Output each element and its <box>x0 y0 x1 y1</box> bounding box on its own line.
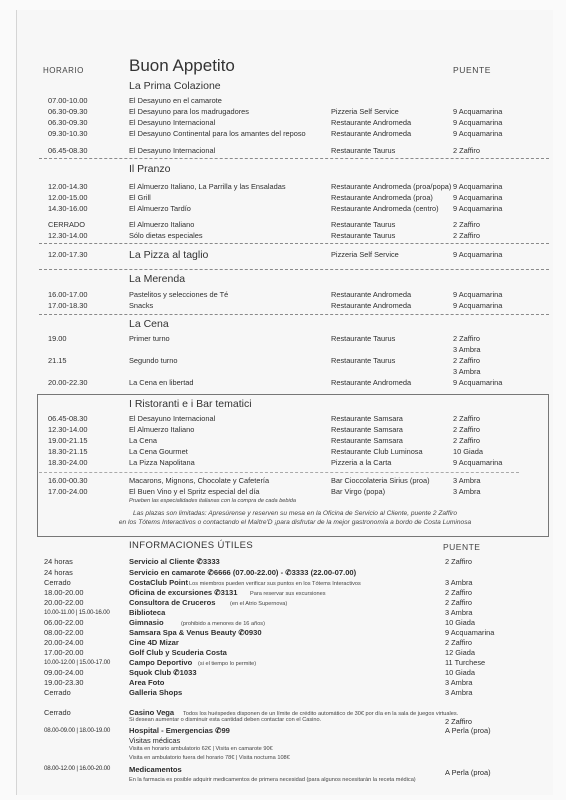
deck: A Perla (proa) <box>445 768 491 777</box>
deck: 3 Ambra <box>453 367 481 376</box>
table-row <box>17 366 553 377</box>
deck: 3 Ambra <box>453 487 481 496</box>
table-row <box>17 128 553 139</box>
item: El Desayuno en el camarote <box>129 96 222 105</box>
table-row <box>17 106 553 117</box>
item: El Almuerzo Italiano, La Parrilla y las Ensaladas <box>129 182 286 191</box>
item: El Desayuno Internacional <box>129 118 216 127</box>
item: El Almuerzo Italiano <box>129 220 195 229</box>
table-row <box>17 248 553 262</box>
time: 16.00-17.00 <box>48 290 88 299</box>
service-name: Gimnasio <box>129 618 164 627</box>
time: 06.30-09.30 <box>48 118 88 127</box>
time: 19.00-23.30 <box>44 678 84 687</box>
deck: 2 Zaffiro <box>453 356 480 365</box>
item: El Desayuno Continental para los amantes del reposo <box>129 129 306 138</box>
deck: 2 Zaffiro <box>453 436 480 445</box>
table-row <box>17 333 553 344</box>
deck: 2 Zaffiro <box>453 146 480 155</box>
place: Restaurante Samsara <box>331 414 403 423</box>
deck: 2 Zaffiro <box>445 638 472 647</box>
section-title: Il Pranzo <box>129 163 171 175</box>
section-title: La Pizza al taglio <box>129 249 209 261</box>
place: Restaurante Andromeda (proa) <box>331 193 433 202</box>
item: La Pizza Napolitana <box>129 458 195 467</box>
deck: 9 Acquamarina <box>453 107 503 116</box>
deck: 9 Acquamarina <box>453 378 503 387</box>
visitas-note-2: Visita en ambulatorio fuera del horario 78€ | Visita nocturna 108€ <box>129 755 290 761</box>
deck: 2 Zaffiro <box>445 588 472 597</box>
deck: 3 Ambra <box>445 688 473 697</box>
section-title: La Merenda <box>129 273 186 285</box>
table-row <box>17 424 553 435</box>
place: Restaurante Taurus <box>331 231 396 240</box>
table-row <box>17 344 553 355</box>
service-name: Oficina de excursiones ✆3131 <box>129 588 238 597</box>
table-row <box>17 300 553 311</box>
time: 17.00-18.30 <box>48 301 88 310</box>
service-note: Todos los huéspedes disponen de un límite de crédito automático de 30€ por día en la sala de juegos virtuales. <box>183 711 459 717</box>
table-row <box>17 117 553 128</box>
section-title: La Prima Colazione <box>129 80 221 92</box>
divider <box>39 243 549 244</box>
table-row <box>17 181 553 192</box>
place: Pizzeria Self Service <box>331 250 399 259</box>
time: 20.00-24.00 <box>44 638 84 647</box>
time: 08.00-09.00 | 18.00-19.00 <box>44 727 111 734</box>
item: La Cena en libertad <box>129 378 194 387</box>
time: 08.00-22.00 <box>44 628 84 637</box>
medicamentos-note: En la farmacia es posible adquirir medicamentos de primera necesidad (para algunos necesitarán la receta médica) <box>129 777 416 783</box>
header <box>17 54 553 78</box>
service-name: Samsara Spa & Venus Beauty ✆0930 <box>129 628 262 637</box>
place: Restaurante Andromeda <box>331 301 412 310</box>
table-row <box>17 475 553 486</box>
horario-label: HORARIO <box>43 66 84 75</box>
time: 12.00-14.30 <box>48 182 88 191</box>
item: El Desayuno Internacional <box>129 414 216 423</box>
time: 19.00-21.15 <box>48 436 88 445</box>
time: Cerrado <box>44 578 71 587</box>
deck: 3 Ambra <box>445 578 473 587</box>
deck: 9 Acquamarina <box>453 118 503 127</box>
time: CERRADO <box>48 220 85 229</box>
table-row <box>17 413 553 424</box>
deck: 3 Ambra <box>445 678 473 687</box>
time: 06.45-08.30 <box>48 414 88 423</box>
time: 12.00-17.30 <box>48 250 88 259</box>
service-name: CostaClub Point <box>129 578 189 587</box>
time: 19.00 <box>48 334 67 343</box>
divider <box>39 269 549 270</box>
service-name: Casino Vega <box>129 708 175 717</box>
deck: 11 Turchese <box>445 658 486 667</box>
time: 20.00-22.30 <box>48 378 88 387</box>
time: 24 horas <box>44 568 73 577</box>
casino-subnote: Si desean aumentar o disminuir esta cantidad deben contactar con el Casino. <box>129 717 322 723</box>
reservation-note-2: en los Tótems Interactivos o contactando el Maître'D ¡para disfrutar de la mejor gastronomía a bordo de Costa Luminosa <box>118 519 472 526</box>
table-row <box>17 192 553 203</box>
menu-page <box>16 10 553 795</box>
time: 06.00-22.00 <box>44 618 84 627</box>
service-note: (en el Atrio Supernova) <box>230 601 288 607</box>
time: 17.00-24.00 <box>48 487 88 496</box>
service-name: Cine 4D Mizar <box>129 638 179 647</box>
place: Pizzeria Self Service <box>331 107 399 116</box>
table-row <box>17 446 553 457</box>
table-row <box>17 230 553 241</box>
deck: 2 Zaffiro <box>453 334 480 343</box>
service-note: (prohibido a menores de 16 años) <box>181 621 265 627</box>
time: 07.00-10.00 <box>48 96 88 105</box>
service-name: Golf Club y Scuderia Costa <box>129 648 227 657</box>
ristoranti-subnote: Prueben las especialidades italianas con la compra de cada bebida <box>129 498 296 504</box>
place: Restaurante Samsara <box>331 436 403 445</box>
table-row <box>17 457 553 468</box>
deck: 2 Zaffiro <box>445 557 472 566</box>
deck: 9 Acquamarina <box>453 204 503 213</box>
time: 12.30-14.00 <box>48 425 88 434</box>
time: 20.00-22.00 <box>44 598 84 607</box>
time: 16.00-00.30 <box>48 476 88 485</box>
service-note: (si el tiempo lo permite) <box>198 661 257 667</box>
deck: 9 Acquamarina <box>453 301 503 310</box>
table-row <box>17 355 553 366</box>
service-note: Los miembros pueden verificar sus puntos en los Tótems Interactivos <box>189 581 361 587</box>
item: El Almuerzo Tardío <box>129 204 191 213</box>
deck: 2 Zaffiro <box>445 598 472 607</box>
table-row <box>17 145 553 156</box>
place: Restaurante Andromeda (centro) <box>331 204 439 213</box>
place: Restaurante Samsara <box>331 425 403 434</box>
place: Restaurante Taurus <box>331 146 396 155</box>
time: 21.15 <box>48 356 67 365</box>
service-name: Servicio al Cliente ✆3333 <box>129 557 220 566</box>
divider <box>39 158 549 159</box>
divider <box>39 472 519 473</box>
item: Primer turno <box>129 334 170 343</box>
table-row <box>17 486 553 497</box>
deck: 9 Acquamarina <box>453 290 503 299</box>
place: Bar Cioccolateria Sirius (proa) <box>331 476 430 485</box>
deck: 2 Zaffiro <box>453 220 480 229</box>
place: Restaurante Andromeda <box>331 129 412 138</box>
page-title: Buon Appetito <box>129 56 235 75</box>
deck: 2 Zaffiro <box>453 414 480 423</box>
item: Sólo dietas especiales <box>129 231 203 240</box>
info-row <box>17 687 553 698</box>
service-note: Para reservar sus excursiones <box>250 591 326 597</box>
medicamentos-label: Medicamentos <box>129 765 182 774</box>
item: La Cena Gourmet <box>129 447 188 456</box>
time: 14.30-16.00 <box>48 204 88 213</box>
time: 09.30-10.30 <box>48 129 88 138</box>
place: Pizzeria a la Carta <box>331 458 392 467</box>
deck: 3 Ambra <box>445 608 473 617</box>
item: El Grill <box>129 193 151 202</box>
service-name: Campo Deportivo <box>129 658 193 667</box>
visitas-note-1: Visita en horario ambulatorio 62€ | Visita en camarote 90€ <box>129 746 273 752</box>
deck: 2 Zaffiro <box>445 717 472 726</box>
deck: A Perla (proa) <box>445 726 491 735</box>
deck: 3 Ambra <box>453 476 481 485</box>
table-row <box>17 203 553 214</box>
time: Cerrado <box>44 708 71 717</box>
table-row <box>17 435 553 446</box>
place: Restaurante Andromeda <box>331 118 412 127</box>
info-row <box>17 556 553 567</box>
deck: 12 Giada <box>445 648 475 657</box>
reservation-note-1: Las plazas son limitadas: Apresúrense y reserven su mesa en la Oficina de Servicio al Cliente, puente 2 Zaffiro <box>132 510 458 517</box>
deck: 9 Acquamarina <box>453 250 503 259</box>
time: 18.30-24.00 <box>48 458 88 467</box>
place: Restaurante Andromeda (proa/popa) <box>331 182 452 191</box>
place: Restaurante Club Luminosa <box>331 447 423 456</box>
time: 10.00-11.00 | 15.00-16.00 <box>44 609 110 616</box>
time: 06.30-09.30 <box>48 107 88 116</box>
deck: 9 Acquamarina <box>453 193 503 202</box>
service-name: Hospital - Emergencias ✆99 <box>129 726 230 735</box>
place: Restaurante Taurus <box>331 356 396 365</box>
place: Restaurante Andromeda <box>331 290 412 299</box>
item: Pastelitos y selecciones de Té <box>129 290 229 299</box>
deck: 9 Acquamarina <box>453 182 503 191</box>
time: 12.30-14.00 <box>48 231 88 240</box>
deck: 2 Zaffiro <box>453 425 480 434</box>
item: Segundo turno <box>129 356 178 365</box>
service-name: Servicio en camarote ✆6666 (07.00-22.00) - ✆3333 (22.00-07.00) <box>129 568 357 577</box>
time: 12.00-15.00 <box>48 193 88 202</box>
deck: 9 Acquamarina <box>453 458 503 467</box>
info-row <box>17 725 553 736</box>
item: El Desayuno para los madrugadores <box>129 107 249 116</box>
service-name: Consultora de Cruceros <box>129 598 216 607</box>
time: 17.00-20.00 <box>44 648 84 657</box>
table-row <box>17 219 553 230</box>
item: Macarons, Mignons, Chocolate y Cafetería <box>129 476 270 485</box>
item: Snacks <box>129 301 154 310</box>
place: Restaurante Taurus <box>331 220 396 229</box>
service-name: Area Foto <box>129 678 165 687</box>
time: 06.45-08.30 <box>48 146 88 155</box>
section-title: INFORMACIONES ÚTILES <box>129 540 254 551</box>
item: El Buen Vino y el Spritz especial del día <box>129 487 260 496</box>
deck: 9 Acquamarina <box>445 628 495 637</box>
time: 09.00-24.00 <box>44 668 84 677</box>
visitas-label: Visitas médicas <box>129 736 181 745</box>
deck: 10 Giada <box>445 668 475 677</box>
deck: 2 Zaffiro <box>453 231 480 240</box>
service-name: Squok Club ✆1033 <box>129 668 197 677</box>
section-title: I Ristoranti e i Bar tematici <box>129 398 252 410</box>
table-row <box>17 289 553 300</box>
time: 10.00-12.00 | 15.00-17.00 <box>44 659 111 666</box>
section-title: La Cena <box>129 318 169 330</box>
puente-label: PUENTE <box>453 65 492 75</box>
divider <box>39 314 549 315</box>
item: El Almuerzo Italiano <box>129 425 195 434</box>
place: Restaurante Andromeda <box>331 378 412 387</box>
deck: 10 Giada <box>445 618 475 627</box>
deck: 9 Acquamarina <box>453 129 503 138</box>
item: La Cena <box>129 436 157 445</box>
table-row <box>17 377 553 388</box>
time: 18.00-20.00 <box>44 588 84 597</box>
place: Restaurante Taurus <box>331 334 396 343</box>
service-name: Galleria Shops <box>129 688 183 697</box>
time: 08.00-12.00 | 16.00-20.00 <box>44 765 111 772</box>
deck: 10 Giada <box>453 447 483 456</box>
time: 24 horas <box>44 557 73 566</box>
time: Cerrado <box>44 688 71 697</box>
deck: 3 Ambra <box>453 345 481 354</box>
time: 18.30-21.15 <box>48 447 88 456</box>
puente-label: PUENTE <box>443 542 481 552</box>
service-name: Biblioteca <box>129 608 166 617</box>
place: Bar Virgo (popa) <box>331 487 386 496</box>
table-row <box>17 95 553 106</box>
item: El Desayuno Internacional <box>129 146 216 155</box>
